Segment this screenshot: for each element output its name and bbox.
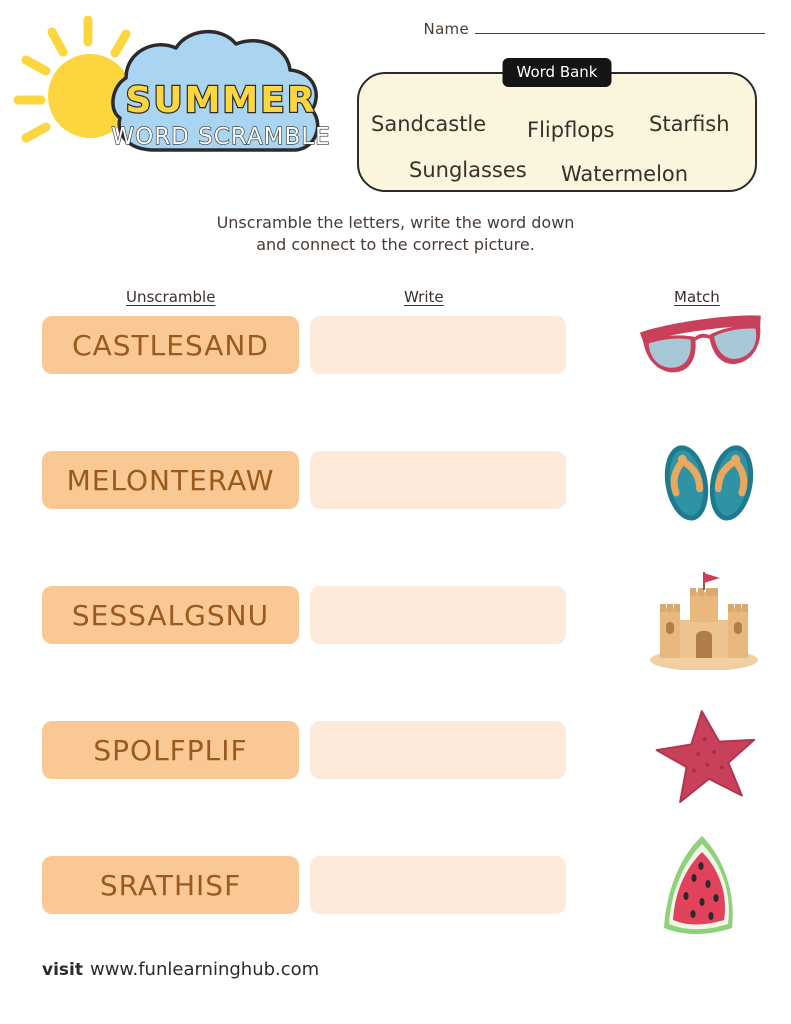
scramble-box	[42, 451, 299, 509]
scramble-word: MELONTERAW	[66, 463, 275, 497]
word-bank-item: Flipflops	[527, 118, 615, 142]
logo-title-top: SUMMER	[125, 80, 317, 121]
scramble-word: SPOLFPLIF	[93, 733, 248, 767]
write-answer-input[interactable]	[310, 586, 566, 644]
summer-logo	[8, 8, 348, 188]
write-answer-input[interactable]	[310, 451, 566, 509]
sandcastle-icon[interactable]	[628, 560, 778, 670]
sunglasses-icon[interactable]	[628, 290, 778, 400]
flipflops-icon[interactable]	[628, 425, 778, 535]
name-label: Name	[423, 20, 469, 38]
starfish-icon[interactable]	[628, 695, 778, 805]
footer-url[interactable]: www.funlearninghub.com	[89, 959, 320, 980]
column-heading-write: Write	[404, 288, 444, 306]
scramble-box	[42, 721, 299, 779]
scramble-word: CASTLESAND	[72, 328, 269, 362]
word-bank-item: Sunglasses	[409, 158, 527, 182]
watermelon-icon[interactable]	[628, 830, 778, 940]
name-write-line[interactable]	[475, 33, 765, 34]
write-answer-input[interactable]	[310, 721, 566, 779]
scramble-box	[42, 316, 299, 374]
word-bank-title: Word Bank	[503, 58, 612, 87]
word-bank-item: Sandcastle	[371, 112, 487, 136]
scramble-box	[42, 586, 299, 644]
instructions-line-1: Unscramble the letters, write the word down	[216, 213, 575, 232]
footer	[42, 959, 319, 980]
word-bank-item: Watermelon	[561, 162, 689, 186]
scramble-rows	[0, 312, 791, 987]
word-bank-item: Starfish	[649, 112, 730, 136]
write-answer-input[interactable]	[310, 316, 566, 374]
column-heading-unscramble: Unscramble	[126, 288, 216, 306]
logo-title-bottom: WORD SCRAMBLE	[111, 124, 331, 150]
scramble-word: SESSALGSNU	[71, 598, 270, 632]
scramble-box	[42, 856, 299, 914]
name-field[interactable]	[424, 20, 765, 38]
instructions	[0, 212, 791, 256]
scramble-word: SRATHISF	[99, 868, 242, 902]
column-heading-match: Match	[674, 288, 720, 306]
footer-visit-label: visit	[42, 960, 83, 980]
worksheet-header	[0, 0, 791, 200]
write-answer-input[interactable]	[310, 856, 566, 914]
word-bank	[357, 63, 757, 192]
instructions-line-2: and connect to the correct picture.	[256, 235, 535, 254]
